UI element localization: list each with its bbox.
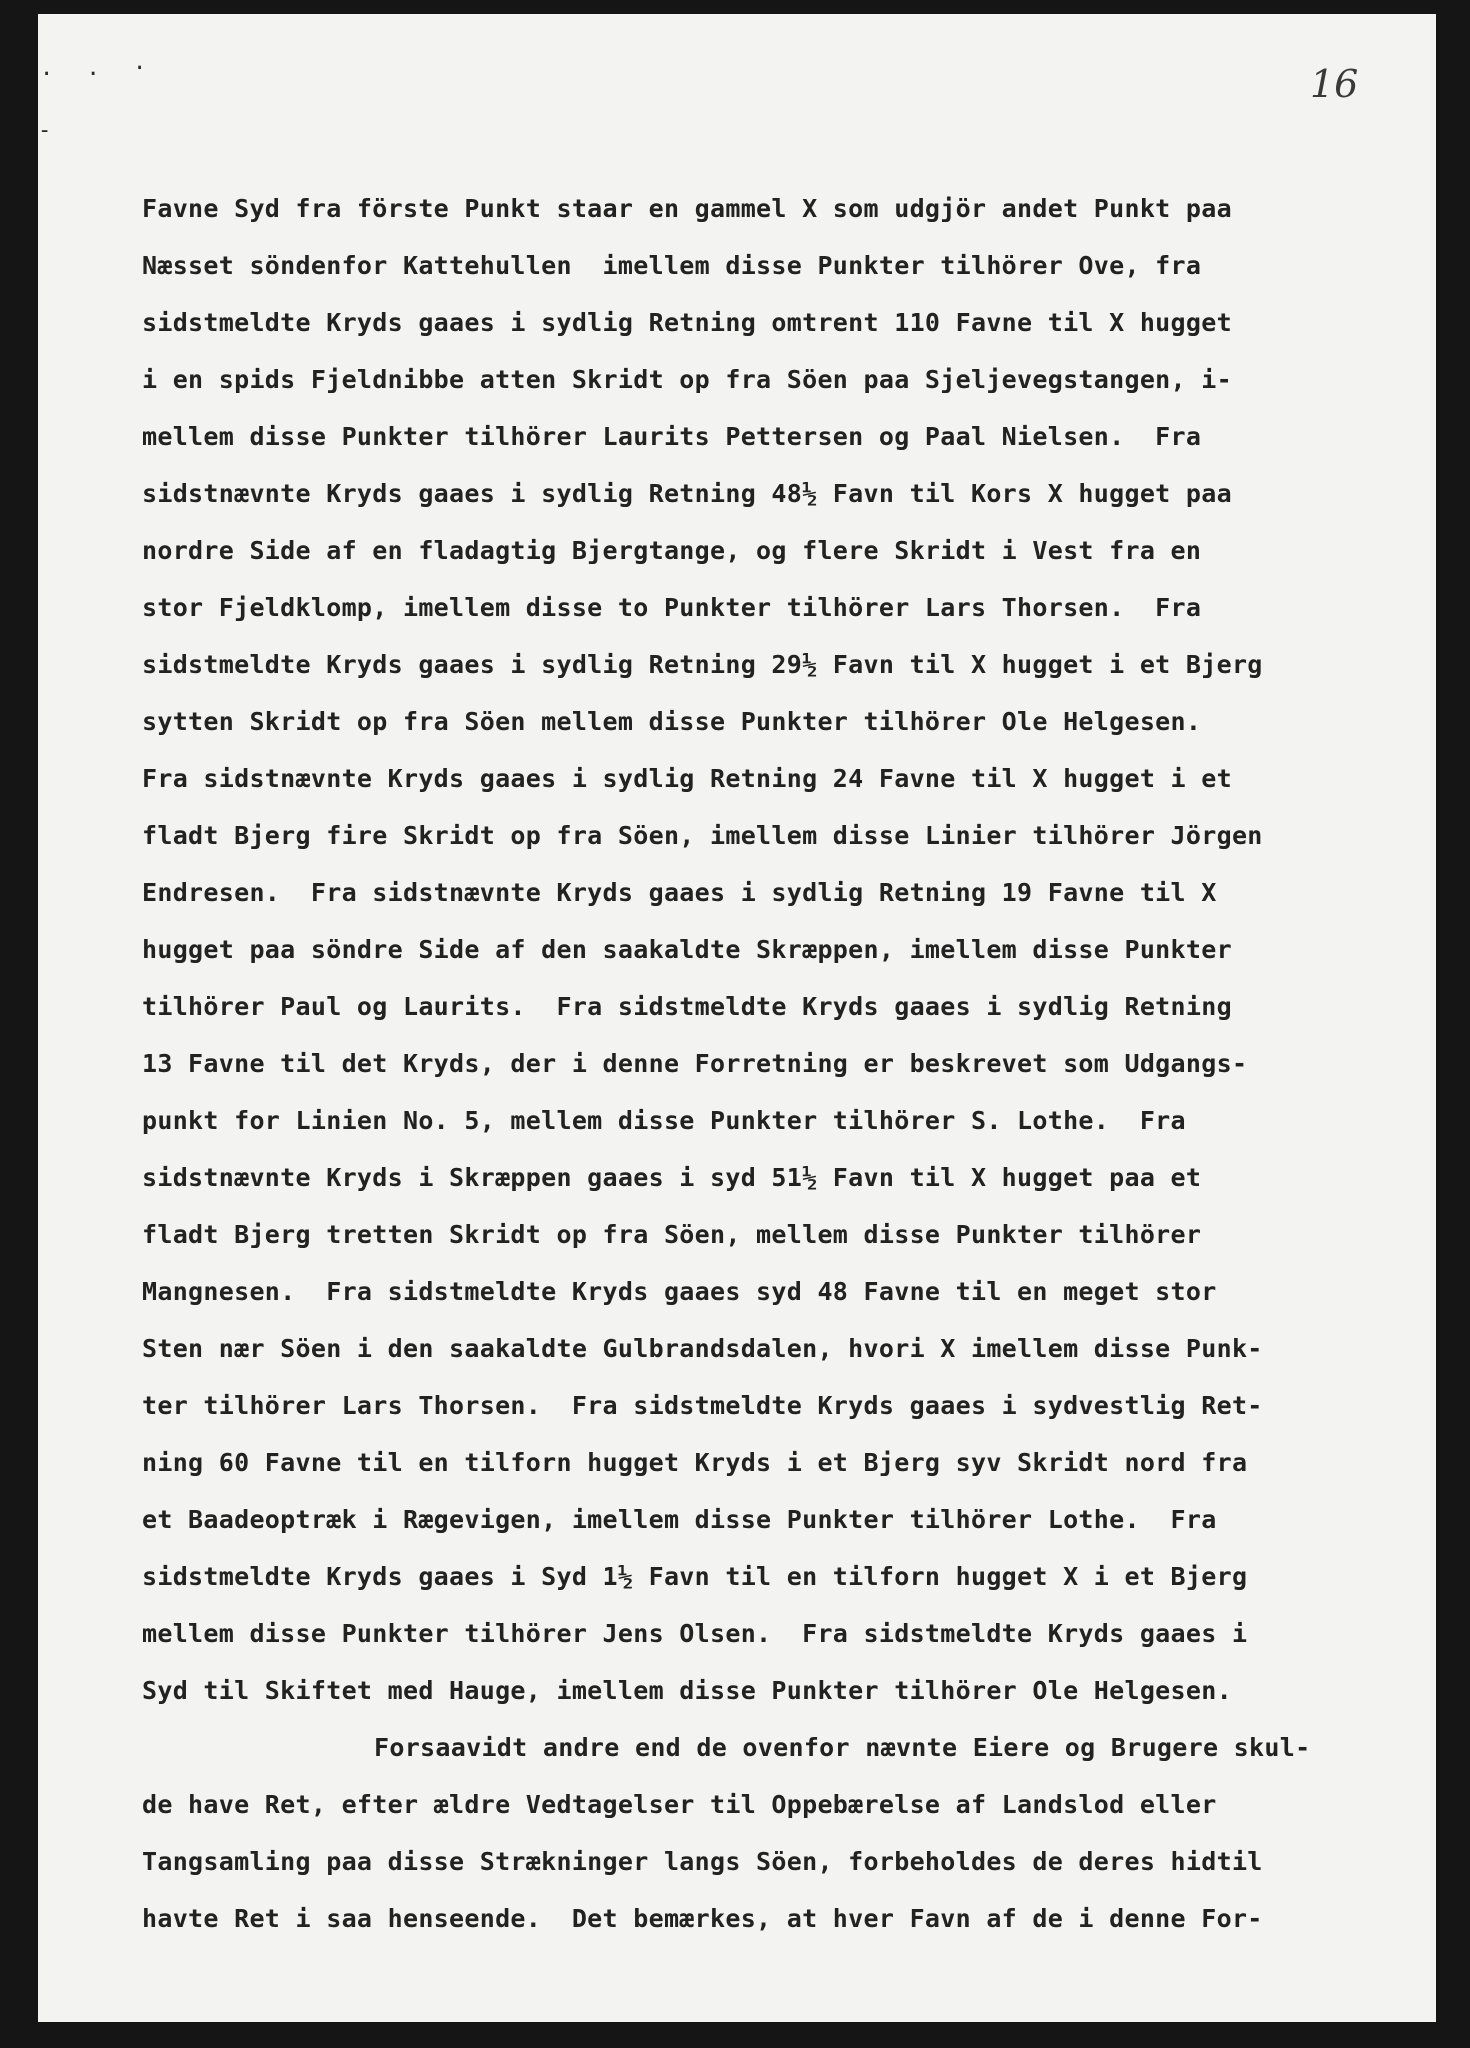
text-line-23: ning 60 Favne til en tilforn hugget Kryds i et Bjerg syv Skridt nord fra	[142, 1448, 1248, 1477]
text-line-28: Forsaavidt andre end de ovenfor nævnte Eiere og Brugere skul-	[374, 1733, 1311, 1762]
text-line-3: sidstmeldte Kryds gaaes i sydlig Retning omtrent 110 Favne til X hugget	[142, 308, 1232, 337]
text-line-26: mellem disse Punkter tilhörer Jens Olsen. Fra sidstmeldte Kryds gaaes i	[142, 1619, 1248, 1648]
text-line-22: ter tilhörer Lars Thorsen. Fra sidstmeldte Kryds gaaes i sydvestlig Ret-	[142, 1391, 1263, 1420]
text-line-12: fladt Bjerg fire Skridt op fra Söen, imellem disse Linier tilhörer Jörgen	[142, 821, 1263, 850]
text-line-29: de have Ret, efter ældre Vedtagelser til Oppebærelse af Landslod eller	[142, 1790, 1217, 1819]
text-line-17: punkt for Linien No. 5, mellem disse Punkter tilhörer S. Lothe. Fra	[142, 1106, 1186, 1135]
text-line-16: 13 Favne til det Kryds, der i denne Forretning er beskrevet som Udgangs-	[142, 1049, 1248, 1078]
text-line-9: sidstmeldte Kryds gaaes i sydlig Retning 29½ Favn til X hugget i et Bjerg	[142, 650, 1263, 679]
handwritten-page-number: 16	[1310, 62, 1359, 106]
text-line-8: stor Fjeldklomp, imellem disse to Punkter tilhörer Lars Thorsen. Fra	[142, 593, 1202, 622]
text-line-30: Tangsamling paa disse Strækninger langs Söen, forbeholdes de deres hidtil	[142, 1847, 1263, 1876]
text-line-10: sytten Skridt op fra Söen mellem disse Punkter tilhörer Ole Helgesen.	[142, 707, 1202, 736]
text-line-21: Sten nær Söen i den saakaldte Gulbrandsdalen, hvori X imellem disse Punk-	[142, 1334, 1263, 1363]
text-line-19: fladt Bjerg tretten Skridt op fra Söen, mellem disse Punkter tilhörer	[142, 1220, 1202, 1249]
text-line-5: mellem disse Punkter tilhörer Laurits Pettersen og Paal Nielsen. Fra	[142, 422, 1202, 451]
text-line-18: sidstnævnte Kryds i Skræppen gaaes i syd 51½ Favn til X hugget paa et	[142, 1163, 1202, 1192]
text-line-6: sidstnævnte Kryds gaaes i sydlig Retning 48½ Favn til Kors X hugget paa	[142, 479, 1232, 508]
text-line-11: Fra sidstnævnte Kryds gaaes i sydlig Retning 24 Favne til X hugget i et	[142, 764, 1232, 793]
text-line-14: hugget paa söndre Side af den saakaldte Skræppen, imellem disse Punkter	[142, 935, 1232, 964]
typed-body-text	[142, 180, 1412, 1947]
text-line-20: Mangnesen. Fra sidstmeldte Kryds gaaes syd 48 Favne til en meget stor	[142, 1277, 1217, 1306]
text-line-7: nordre Side af en fladagtig Bjergtange, og flere Skridt i Vest fra en	[142, 536, 1202, 565]
text-line-13: Endresen. Fra sidstnævnte Kryds gaaes i sydlig Retning 19 Favne til X	[142, 878, 1217, 907]
text-line-27: Syd til Skiftet med Hauge, imellem disse Punkter tilhörer Ole Helgesen.	[142, 1676, 1232, 1705]
text-line-1: Favne Syd fra förste Punkt staar en gammel X som udgjör andet Punkt paa	[142, 194, 1232, 223]
text-line-25: sidstmeldte Kryds gaaes i Syd 1½ Favn til en tilforn hugget X i et Bjerg	[142, 1562, 1248, 1591]
text-line-2: Næsset söndenfor Kattehullen imellem disse Punkter tilhörer Ove, fra	[142, 251, 1202, 280]
text-line-31: havte Ret i saa henseende. Det bemærkes, at hver Favn af de i denne For-	[142, 1904, 1263, 1933]
text-line-24: et Baadeoptræk i Rægevigen, imellem disse Punkter tilhörer Lothe. Fra	[142, 1505, 1217, 1534]
corner-marks: . . ·	[40, 56, 157, 81]
margin-dash-mark: -	[38, 118, 52, 143]
text-line-15: tilhörer Paul og Laurits. Fra sidstmeldte Kryds gaaes i sydlig Retning	[142, 992, 1232, 1021]
text-line-4: i en spids Fjeldnibbe atten Skridt op fra Söen paa Sjeljevegstangen, i-	[142, 365, 1232, 394]
